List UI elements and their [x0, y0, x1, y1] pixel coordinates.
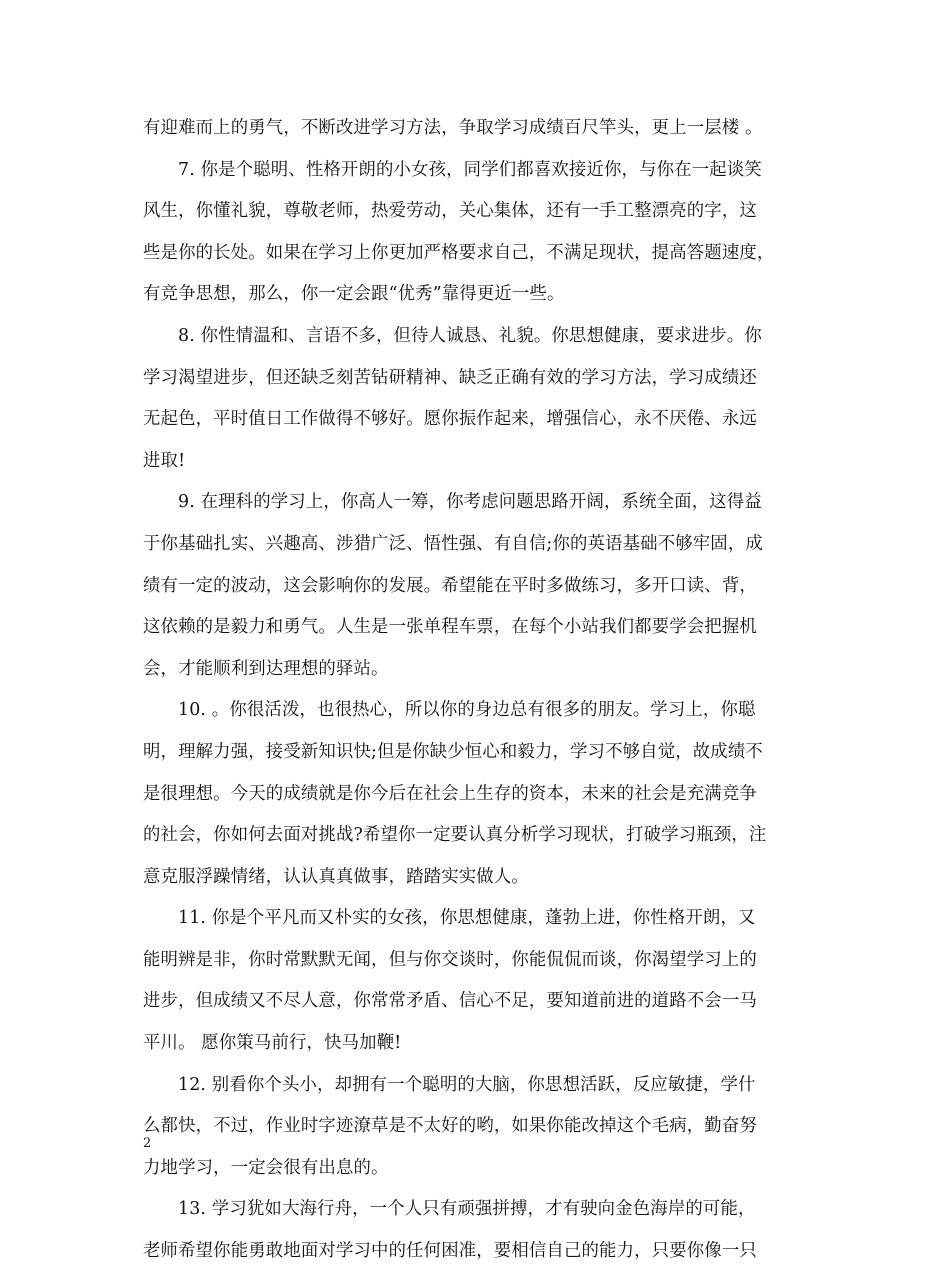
text-line: 于你基础扎实、兴趣高、涉猎广泛、悟性强、有自信;你的英语基础不够牢固，成	[143, 533, 763, 554]
paragraph-10-start: 10. 。你很活泼，也很热心，所以你的身边总有很多的朋友。学习上，你聪	[178, 700, 756, 721]
document-body	[143, 108, 815, 1273]
text-line: 能明辨是非，你时常默默无闻，但与你交谈时，你能侃侃而谈，你渴望学习上的	[143, 949, 757, 970]
text-line: 意克服浮躁情绪，认认真真做事，踏踏实实做人。	[143, 866, 529, 887]
paragraph-7-start: 7. 你是个聪明、性格开朗的小女孩，同学们都喜欢接近你，与你在一起谈笑	[178, 159, 762, 180]
text-line: 有迎难而上的勇气，不断改进学习方法，争取学习成绩百尺竿头，更上一层楼 。	[143, 118, 763, 138]
text-line: 平川。 愿你策马前行，快马加鞭!	[143, 1033, 402, 1054]
text-line: 无起色，平时值日工作做得不够好。愿你振作起来，增强信心，永不厌倦、永远	[143, 409, 757, 430]
text-line: 力地学习，一定会很有出息的。	[143, 1157, 389, 1178]
paragraph-12-start: 12. 别看你个头小，却拥有一个聪明的大脑，你思想活跃，反应敏捷，学什	[178, 1074, 756, 1095]
text-line: 进步，但成绩又不尽人意，你常常矛盾、信心不足，要知道前进的道路不会一马	[143, 991, 757, 1012]
text-line: 明，理解力强，接受新知识快;但是你缺少恒心和毅力，学习不够自觉，故成绩不	[143, 741, 763, 762]
text-line: 这依赖的是毅力和勇气。人生是一张单程车票，在每个小站我们都要学会把握机	[143, 617, 757, 638]
paragraph-13-start: 13. 学习犹如大海行舟，一个人只有顽强拼搏，才有驶向金色海岸的可能，	[178, 1199, 756, 1220]
paragraph-8-start: 8. 你性情温和、言语不多，但待人诚恳、礼貌。你思想健康，要求进步。你	[178, 325, 762, 346]
text-line: 进取!	[143, 450, 186, 471]
text-line: 老师希望你能勇敢地面对学习中的任何困准，要相信自己的能力，只要你像一只	[143, 1241, 757, 1262]
text-line: 会，才能顺利到达理想的驿站。	[143, 658, 389, 679]
text-line: 么都快，不过，作业时字迹潦草是不太好的哟，如果你能改掉这个毛病，勤奋努	[143, 1116, 757, 1137]
text-line: 些是你的长处。如果在学习上你更加严格要求自己，不满足现状，提高答题速度，	[143, 242, 775, 263]
text-line: 学习渴望进步，但还缺乏刻苦钻研精神、缺乏正确有效的学习方法，学习成绩还	[143, 367, 757, 388]
paragraph-11-start: 11. 你是个平凡而又朴实的女孩，你思想健康，蓬勃上进，你性格开朗，又	[178, 908, 756, 929]
paragraph-9-start: 9. 在理科的学习上，你高人一筹，你考虑问题思路开阔，系统全面，这得益	[178, 492, 762, 513]
text-line: 有竞争思想，那么，你一定会跟“优秀”靠得更近一些。	[143, 284, 565, 305]
page-number: 2	[143, 1136, 152, 1151]
text-line: 的社会，你如何去面对挑战?希望你一定要认真分析学习现状，打破学习瓶颈，注	[143, 825, 767, 846]
text-line: 风生，你懂礼貌，尊敬老师，热爱劳动，关心集体，还有一手工整漂亮的字，这	[143, 201, 757, 222]
text-line: 是很理想。今天的成绩就是你今后在社会上生存的资本，未来的社会是充满竞争	[143, 783, 757, 804]
text-line: 绩有一定的波动，这会影响你的发展。希望能在平时多做练习，多开口读、背，	[143, 575, 757, 596]
